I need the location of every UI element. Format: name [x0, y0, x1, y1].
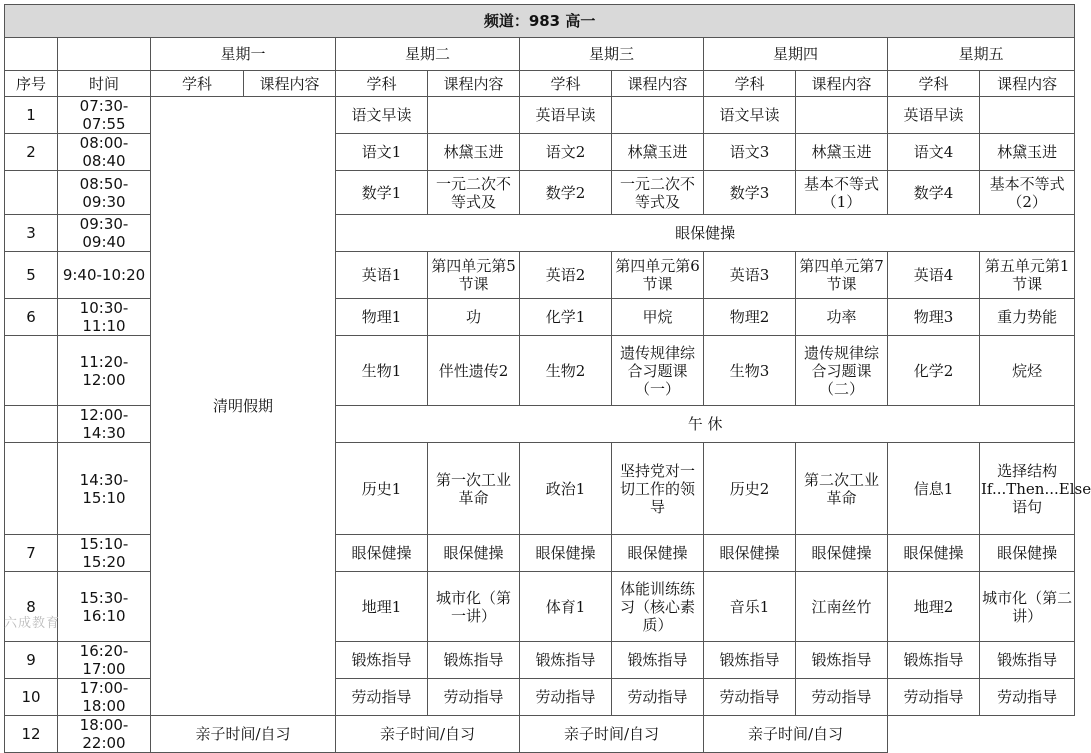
subject-cell: 地理1 [336, 572, 428, 642]
subject-cell: 生物1 [336, 336, 428, 406]
row-index: 10 [5, 679, 58, 716]
content-cell [796, 97, 888, 134]
subject-cell: 生物2 [520, 336, 612, 406]
subject-cell: 政治1 [520, 443, 612, 535]
row-time: 14:30-15:10 [58, 443, 151, 535]
subject-cell: 物理2 [704, 299, 796, 336]
schedule-table [4, 4, 1091, 753]
subject-cell: 英语3 [704, 252, 796, 299]
subject-cell: 信息1 [888, 443, 980, 535]
content-cell: 锻炼指导 [612, 642, 704, 679]
day-header-tue: 星期二 [336, 38, 520, 71]
row-time: 15:10-15:20 [58, 535, 151, 572]
subject-cell: 历史2 [704, 443, 796, 535]
subject-cell: 眼保健操 [704, 535, 796, 572]
content-cell: 劳动指导 [980, 679, 1075, 716]
empty-corner [5, 38, 58, 71]
content-cell: 林黛玉进 [796, 134, 888, 171]
content-cell: 伴性遗传2 [428, 336, 520, 406]
subject-cell: 物理1 [336, 299, 428, 336]
content-cell: 第四单元第7节课 [796, 252, 888, 299]
row-index: 8 [5, 572, 58, 642]
content-cell: 眼保健操 [796, 535, 888, 572]
subject-cell: 英语早读 [888, 97, 980, 134]
subject-cell: 锻炼指导 [336, 642, 428, 679]
day-header-fri: 星期五 [888, 38, 1075, 71]
row-time: 18:00-22:00 [58, 716, 151, 753]
row-time: 09:30-09:40 [58, 215, 151, 252]
subject-cell: 地理2 [888, 572, 980, 642]
index-header: 序号 [5, 71, 58, 97]
subject-cell: 英语1 [336, 252, 428, 299]
subject-cell: 化学2 [888, 336, 980, 406]
day-header-thu: 星期四 [704, 38, 888, 71]
content-cell [980, 97, 1075, 134]
content-cell: 坚持党对一切工作的领导 [612, 443, 704, 535]
subject-cell: 语文3 [704, 134, 796, 171]
content-cell: 锻炼指导 [428, 642, 520, 679]
family-time-cell: 亲子时间/自习 [520, 716, 704, 753]
content-cell: 体能训练练习（核心素质） [612, 572, 704, 642]
content-cell: 江南丝竹 [796, 572, 888, 642]
row-index: 7 [5, 535, 58, 572]
content-cell: 劳动指导 [428, 679, 520, 716]
content-cell: 锻炼指导 [980, 642, 1075, 679]
row-time: 10:30-11:10 [58, 299, 151, 336]
subject-cell: 物理3 [888, 299, 980, 336]
subject-cell: 劳动指导 [704, 679, 796, 716]
subject-cell: 数学4 [888, 171, 980, 215]
row-index: 9 [5, 642, 58, 679]
day-header-mon: 星期一 [151, 38, 336, 71]
content-header: 课程内容 [428, 71, 520, 97]
subject-cell: 英语早读 [520, 97, 612, 134]
row-index: 12 [5, 716, 58, 753]
row-index [5, 443, 58, 535]
schedule-row [5, 716, 1075, 753]
content-cell [612, 97, 704, 134]
row-index: 6 [5, 299, 58, 336]
content-cell: 选择结构If...Then...Else语句 [980, 443, 1075, 535]
content-cell: 第四单元第6节课 [612, 252, 704, 299]
subject-cell: 英语2 [520, 252, 612, 299]
content-cell: 第一次工业革命 [428, 443, 520, 535]
subject-cell: 语文早读 [704, 97, 796, 134]
content-cell: 城市化（第二讲） [980, 572, 1075, 642]
family-time-cell: 亲子时间/自习 [151, 716, 336, 753]
row-time: 11:20-12:00 [58, 336, 151, 406]
subject-cell: 眼保健操 [888, 535, 980, 572]
content-cell: 眼保健操 [428, 535, 520, 572]
subject-cell: 锻炼指导 [704, 642, 796, 679]
content-cell: 眼保健操 [980, 535, 1075, 572]
content-cell: 第五单元第1节课 [980, 252, 1075, 299]
family-time-cell: 亲子时间/自习 [704, 716, 888, 753]
content-cell: 一元二次不等式及 [612, 171, 704, 215]
content-cell: 功 [428, 299, 520, 336]
row-index [5, 171, 58, 215]
content-cell: 城市化（第一讲） [428, 572, 520, 642]
content-cell: 劳动指导 [796, 679, 888, 716]
content-cell: 基本不等式（1） [796, 171, 888, 215]
holiday-cell: 清明假期 [151, 97, 336, 716]
content-header: 课程内容 [980, 71, 1075, 97]
content-header: 课程内容 [796, 71, 888, 97]
subject-header: 学科 [704, 71, 796, 97]
subject-cell: 数学1 [336, 171, 428, 215]
break-cell: 眼保健操 [336, 215, 1075, 252]
subject-cell: 锻炼指导 [888, 642, 980, 679]
subject-cell: 音乐1 [704, 572, 796, 642]
weekday-header-row [5, 38, 1075, 71]
subject-cell: 眼保健操 [520, 535, 612, 572]
content-cell: 林黛玉进 [980, 134, 1075, 171]
watermark: 六成教育 [4, 616, 61, 631]
subject-header: 学科 [151, 71, 244, 97]
page-title: 频道：983 高一 [5, 5, 1075, 38]
row-time: 12:00-14:30 [58, 406, 151, 443]
subject-cell: 历史1 [336, 443, 428, 535]
content-cell: 劳动指导 [612, 679, 704, 716]
subject-cell: 语文4 [888, 134, 980, 171]
subject-header: 学科 [888, 71, 980, 97]
subject-cell: 语文早读 [336, 97, 428, 134]
subject-header: 学科 [336, 71, 428, 97]
schedule-row [5, 97, 1075, 134]
content-cell: 重力势能 [980, 299, 1075, 336]
subject-cell: 英语4 [888, 252, 980, 299]
subject-cell: 语文1 [336, 134, 428, 171]
content-cell: 甲烷 [612, 299, 704, 336]
content-cell: 遗传规律综合习题课（一） [612, 336, 704, 406]
content-cell: 第二次工业革命 [796, 443, 888, 535]
row-time: 15:30-16:10 [58, 572, 151, 642]
content-cell: 锻炼指导 [796, 642, 888, 679]
row-time: 08:00-08:40 [58, 134, 151, 171]
content-cell: 基本不等式（2） [980, 171, 1075, 215]
content-cell: 林黛玉进 [612, 134, 704, 171]
family-time-cell: 亲子时间/自习 [336, 716, 520, 753]
row-time: 08:50-09:30 [58, 171, 151, 215]
subject-header: 学科 [520, 71, 612, 97]
subject-cell: 锻炼指导 [520, 642, 612, 679]
subject-cell: 数学2 [520, 171, 612, 215]
row-index: 3 [5, 215, 58, 252]
content-cell: 一元二次不等式及 [428, 171, 520, 215]
subject-cell: 体育1 [520, 572, 612, 642]
day-header-wed: 星期三 [520, 38, 704, 71]
content-cell: 烷烃 [980, 336, 1075, 406]
content-cell [428, 97, 520, 134]
content-header: 课程内容 [244, 71, 336, 97]
subject-cell: 生物3 [704, 336, 796, 406]
subject-cell: 劳动指导 [888, 679, 980, 716]
row-index [5, 406, 58, 443]
row-index: 2 [5, 134, 58, 171]
row-time: 17:00-18:00 [58, 679, 151, 716]
row-time: 07:30-07:55 [58, 97, 151, 134]
row-time: 9:40-10:20 [58, 252, 151, 299]
subject-cell: 劳动指导 [336, 679, 428, 716]
content-cell: 林黛玉进 [428, 134, 520, 171]
content-cell: 眼保健操 [612, 535, 704, 572]
break-cell: 午 休 [336, 406, 1075, 443]
content-cell: 第四单元第5节课 [428, 252, 520, 299]
content-header: 课程内容 [612, 71, 704, 97]
time-header: 时间 [58, 71, 151, 97]
empty-corner [58, 38, 151, 71]
subject-cell: 劳动指导 [520, 679, 612, 716]
row-index: 1 [5, 97, 58, 134]
subject-cell: 语文2 [520, 134, 612, 171]
row-time: 16:20-17:00 [58, 642, 151, 679]
subject-cell: 眼保健操 [336, 535, 428, 572]
content-cell: 功率 [796, 299, 888, 336]
column-header-row [5, 71, 1075, 97]
subject-cell: 数学3 [704, 171, 796, 215]
row-index: 5 [5, 252, 58, 299]
content-cell: 遗传规律综合习题课（二） [796, 336, 888, 406]
row-index [5, 336, 58, 406]
subject-cell: 化学1 [520, 299, 612, 336]
